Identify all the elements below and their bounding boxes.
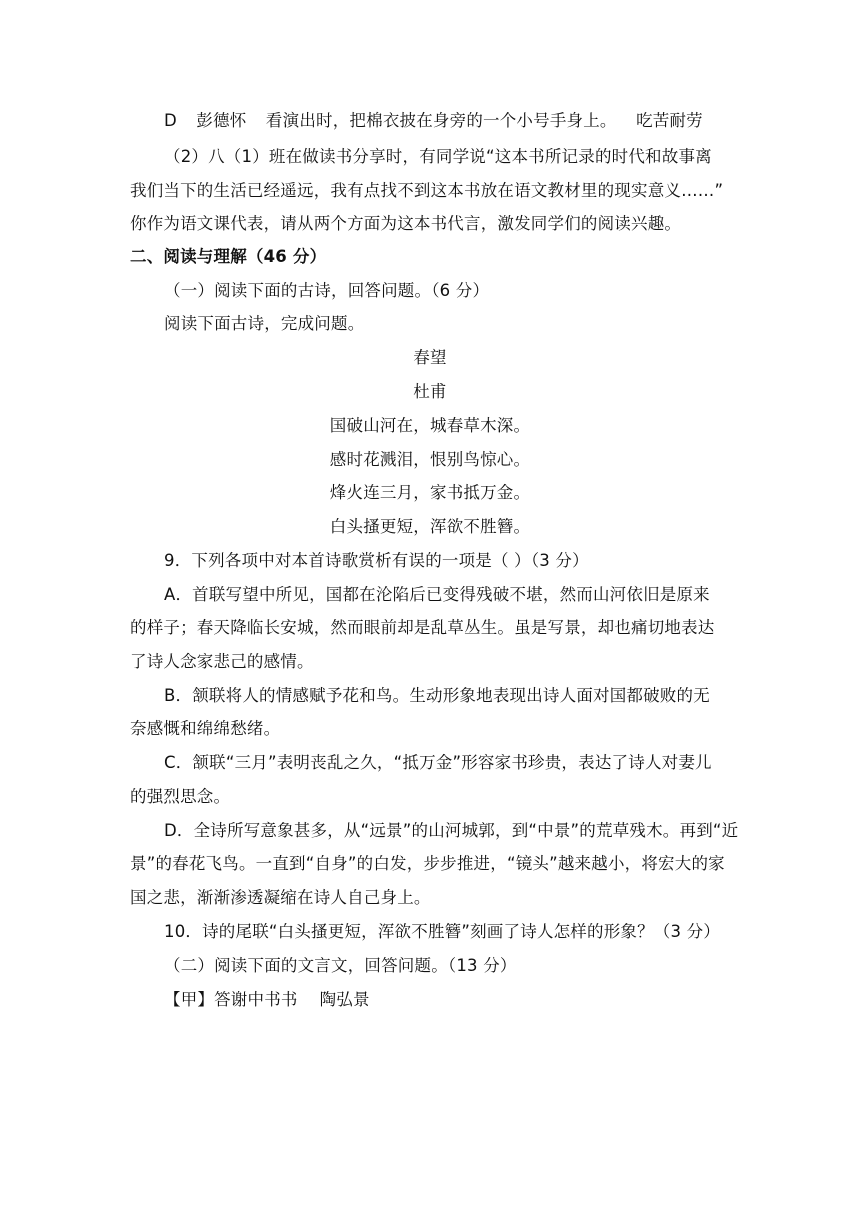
q8-option-d: [164, 110, 774, 132]
part1-instruction: 阅读下面古诗，完成问题。: [164, 314, 365, 333]
q8-part2-line-3: 你作为语文课代表，请从两个方面为这本书代言，激发同学们的阅读兴趣。: [130, 214, 682, 233]
poem-line-3: 烽火连三月，家书抵万金。: [329, 483, 531, 502]
q9-option-a-line-1: A．首联写望中所见，国都在沦陷后已变得残破不堪，然而山河依旧是原来: [164, 585, 710, 604]
option-letter: D: [164, 111, 177, 130]
text-a-author: 陶弘景: [319, 990, 370, 1009]
part2-title: （二）阅读下面的文言文，回答问题。（13 分）: [164, 956, 517, 975]
option-event: 看演出时，把棉衣披在身旁的一个小号手身上。: [265, 111, 617, 130]
q9-stem: 9．下列各项中对本首诗歌赏析有误的一项是（ ）（3 分）: [164, 551, 589, 570]
q10-stem: 10．诗的尾联“白头搔更短，浑欲不胜簪”刻画了诗人怎样的形象？（3 分）: [164, 922, 721, 941]
poem-line-4: 白头搔更短，浑欲不胜簪。: [329, 517, 531, 536]
q8-part2-line-1: （2）八（1）班在做读书分享时，有同学说“这本书所记录的时代和故事离: [164, 147, 712, 166]
poem-line-2: 感时花溅泪，恨别鸟惊心。: [329, 450, 531, 469]
q9-option-c-line-1: C．颔联“三月”表明丧乱之久，“抵万金”形容家书珍贵，表达了诗人对妻儿: [164, 753, 712, 772]
q9-option-c-line-2: 的强烈思念。: [130, 787, 231, 806]
q9-option-a-line-3: 了诗人念家悲己的感情。: [130, 652, 314, 671]
text-a-heading: [164, 989, 774, 1011]
section2-heading: 二、阅读与理解（46 分）: [130, 247, 327, 266]
poem-title: 春望: [413, 348, 447, 367]
q9-option-b-line-2: 奈感慨和绵绵愁绪。: [130, 719, 281, 738]
option-quality: 吃苦耐劳: [636, 111, 703, 130]
q9-option-a-line-2: 的样子；春天降临长安城，然而眼前却是乱草丛生。虽是写景，却也痛切地表达: [130, 618, 715, 637]
q9-option-b-line-1: B．颔联将人的情感赋予花和鸟。生动形象地表现出诗人面对国都破败的无: [164, 686, 710, 705]
q9-option-d-line-3: 国之悲，渐渐渗透凝缩在诗人自己身上。: [130, 888, 431, 907]
text-a-label: 【甲】答谢中书书: [164, 990, 298, 1009]
q9-option-d-line-2: 景”的春花飞鸟。一直到“自身”的白发，步步推进，“镜头”越来越小，将宏大的家: [130, 854, 725, 873]
option-person: 彭德怀: [196, 111, 247, 130]
q9-option-d-line-1: D．全诗所写意象甚多，从“远景”的山河城郭，到“中景”的荒草残木。再到“近: [164, 821, 739, 840]
poem-line-1: 国破山河在，城春草木深。: [329, 416, 531, 435]
poem-author: 杜甫: [413, 382, 447, 401]
part1-title: （一）阅读下面的古诗，回答问题。（6 分）: [164, 281, 490, 300]
q8-part2-line-2: 我们当下的生活已经遥远，我有点找不到这本书放在语文教材里的现实意义……”: [130, 181, 724, 200]
